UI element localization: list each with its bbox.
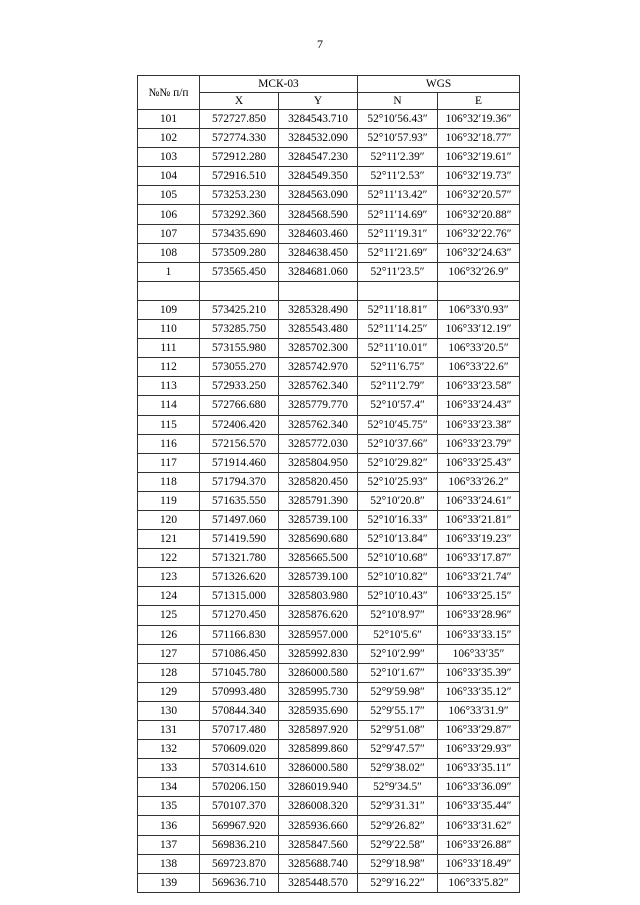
table-row [138,644,520,663]
table-row [138,110,520,129]
cell-y: 3286008.320 [279,797,358,816]
cell-x: 572156.570 [200,434,279,453]
cell-e: 106°33′25.43″ [438,453,520,472]
table-row [138,816,520,835]
cell-point-number: 123 [138,568,200,587]
table-row [138,281,520,300]
cell-e: 106°33′19.23″ [438,530,520,549]
cell-e: 106°33′5.82″ [438,873,520,892]
cell-y: 3285935.690 [279,701,358,720]
cell-n: 52°10′13.84″ [358,530,438,549]
header-n: N [358,93,438,110]
cell-x: 570993.480 [200,682,279,701]
cell-point-number: 126 [138,625,200,644]
cell-x: 570107.370 [200,797,279,816]
cell-n: 52°11′10.01″ [358,339,438,358]
cell-point-number: 122 [138,549,200,568]
cell-point-number: 108 [138,243,200,262]
cell-x: 571497.060 [200,510,279,529]
table-row [138,415,520,434]
cell-y: 3285897.920 [279,721,358,740]
cell-e: 106°33′35″ [438,644,520,663]
cell-n: 52°9′47.57″ [358,740,438,759]
cell-y: 3285936.660 [279,816,358,835]
table-row [138,835,520,854]
table-row [138,568,520,587]
cell-e: 106°33′23.38″ [438,415,520,434]
table-row [138,339,520,358]
cell-x: 571045.780 [200,663,279,682]
cell-n: 52°11′23.5″ [358,262,438,281]
cell-x: 570717.480 [200,721,279,740]
cell-n: 52°10′10.82″ [358,568,438,587]
cell-n [358,281,438,300]
cell-point-number: 116 [138,434,200,453]
cell-x: 573155.980 [200,339,279,358]
cell-e: 106°32′19.61″ [438,148,520,167]
cell-point-number: 109 [138,300,200,319]
cell-e: 106°33′28.96″ [438,606,520,625]
table-row [138,549,520,568]
cell-x: 571794.370 [200,472,279,491]
cell-e: 106°33′35.12″ [438,682,520,701]
cell-point-number: 138 [138,854,200,873]
cell-e: 106°33′29.87″ [438,721,520,740]
table-row [138,224,520,243]
cell-point-number: 129 [138,682,200,701]
table-row [138,167,520,186]
table-row [138,625,520,644]
cell-point-number: 125 [138,606,200,625]
cell-n: 52°10′56.43″ [358,110,438,129]
cell-e: 106°32′19.36″ [438,110,520,129]
cell-n: 52°10′10.68″ [358,549,438,568]
cell-n: 52°10′8.97″ [358,606,438,625]
cell-n: 52°11′18.81″ [358,300,438,319]
header-e: E [438,93,520,110]
cell-e: 106°33′35.44″ [438,797,520,816]
cell-x: 571914.460 [200,453,279,472]
cell-point-number: 119 [138,491,200,510]
cell-y: 3284547.230 [279,148,358,167]
cell-e: 106°32′26.9″ [438,262,520,281]
header-msk03: МСК-03 [200,76,358,93]
cell-e: 106°33′0.93″ [438,300,520,319]
cell-point-number: 110 [138,320,200,339]
cell-point-number: 103 [138,148,200,167]
cell-point-number: 134 [138,778,200,797]
cell-n: 52°9′55.17″ [358,701,438,720]
table-row [138,873,520,892]
cell-y: 3285995.730 [279,682,358,701]
table-row [138,491,520,510]
header-wgs: WGS [358,76,520,93]
cell-e: 106°33′26.2″ [438,472,520,491]
cell-x: 569636.710 [200,873,279,892]
cell-n: 52°10′25.93″ [358,472,438,491]
cell-point-number: 106 [138,205,200,224]
cell-point-number: 135 [138,797,200,816]
cell-point-number: 111 [138,339,200,358]
cell-x: 571419.590 [200,530,279,549]
table-body [138,110,520,893]
cell-n: 52°11′14.25″ [358,320,438,339]
cell-y: 3286019.940 [279,778,358,797]
cell-n: 52°9′51.08″ [358,721,438,740]
cell-x [200,281,279,300]
table-row [138,148,520,167]
table-row [138,701,520,720]
cell-point-number: 105 [138,186,200,205]
cell-n: 52°9′18.98″ [358,854,438,873]
cell-y: 3285702.300 [279,339,358,358]
cell-e: 106°33′26.88″ [438,835,520,854]
cell-n: 52°11′2.79″ [358,377,438,396]
cell-e: 106°32′20.57″ [438,186,520,205]
cell-y: 3284681.060 [279,262,358,281]
cell-n: 52°11′2.39″ [358,148,438,167]
cell-point-number: 137 [138,835,200,854]
cell-point-number [138,281,200,300]
cell-x: 572406.420 [200,415,279,434]
cell-y: 3285448.570 [279,873,358,892]
cell-e: 106°33′24.43″ [438,396,520,415]
cell-point-number: 128 [138,663,200,682]
cell-point-number: 102 [138,129,200,148]
cell-n: 52°10′57.93″ [358,129,438,148]
cell-n: 52°11′14.69″ [358,205,438,224]
cell-x: 572916.510 [200,167,279,186]
cell-e: 106°32′20.88″ [438,205,520,224]
table-row [138,205,520,224]
cell-y: 3285762.340 [279,415,358,434]
cell-y: 3284549.350 [279,167,358,186]
cell-e: 106°33′31.62″ [438,816,520,835]
cell-n: 52°10′29.82″ [358,453,438,472]
header-y: Y [279,93,358,110]
table-row [138,453,520,472]
cell-n: 52°9′34.5″ [358,778,438,797]
cell-y: 3285847.560 [279,835,358,854]
table-row [138,663,520,682]
cell-y: 3285690.680 [279,530,358,549]
cell-e: 106°32′18.77″ [438,129,520,148]
cell-y: 3286000.580 [279,663,358,682]
cell-y: 3285820.450 [279,472,358,491]
cell-x: 573565.450 [200,262,279,281]
cell-point-number: 124 [138,587,200,606]
cell-y: 3284543.710 [279,110,358,129]
cell-x: 573253.230 [200,186,279,205]
table-row [138,740,520,759]
table-row [138,472,520,491]
cell-n: 52°9′31.31″ [358,797,438,816]
cell-x: 572727.850 [200,110,279,129]
cell-e: 106°33′33.15″ [438,625,520,644]
cell-y: 3285772.030 [279,434,358,453]
cell-n: 52°10′5.6″ [358,625,438,644]
cell-e: 106°32′22.76″ [438,224,520,243]
table-row [138,358,520,377]
table-row [138,682,520,701]
cell-x: 570206.150 [200,778,279,797]
cell-y: 3285899.860 [279,740,358,759]
table-row [138,510,520,529]
cell-y: 3284603.460 [279,224,358,243]
cell-x: 572766.680 [200,396,279,415]
cell-point-number: 121 [138,530,200,549]
coordinates-table [137,75,520,893]
cell-x: 571086.450 [200,644,279,663]
cell-x: 571315.000 [200,587,279,606]
table-row [138,320,520,339]
cell-y: 3285804.950 [279,453,358,472]
cell-n: 52°11′2.53″ [358,167,438,186]
cell-n: 52°10′37.66″ [358,434,438,453]
cell-x: 573435.690 [200,224,279,243]
cell-n: 52°9′59.98″ [358,682,438,701]
cell-x: 569967.920 [200,816,279,835]
cell-e: 106°33′35.39″ [438,663,520,682]
cell-x: 573425.210 [200,300,279,319]
cell-n: 52°10′10.43″ [358,587,438,606]
cell-n: 52°9′22.58″ [358,835,438,854]
cell-point-number: 114 [138,396,200,415]
cell-e: 106°33′20.5″ [438,339,520,358]
cell-point-number: 101 [138,110,200,129]
cell-point-number: 118 [138,472,200,491]
table-row [138,186,520,205]
cell-y: 3284568.590 [279,205,358,224]
table-row [138,797,520,816]
cell-x: 572933.250 [200,377,279,396]
cell-y [279,281,358,300]
cell-y: 3285665.500 [279,549,358,568]
cell-x: 572774.330 [200,129,279,148]
cell-n: 52°11′21.69″ [358,243,438,262]
cell-n: 52°10′2.99″ [358,644,438,663]
cell-y: 3285762.340 [279,377,358,396]
cell-e: 106°33′17.87″ [438,549,520,568]
cell-e: 106°33′29.93″ [438,740,520,759]
cell-e: 106°33′35.11″ [438,759,520,778]
header-point-number: №№ п/п [138,76,200,110]
table-row [138,606,520,625]
cell-point-number: 131 [138,721,200,740]
cell-y: 3285957.000 [279,625,358,644]
cell-y: 3285803.980 [279,587,358,606]
header-x: X [200,93,279,110]
cell-point-number: 133 [138,759,200,778]
cell-e: 106°33′23.79″ [438,434,520,453]
cell-e: 106°33′25.15″ [438,587,520,606]
cell-n: 52°9′38.02″ [358,759,438,778]
cell-y: 3285876.620 [279,606,358,625]
cell-x: 571270.450 [200,606,279,625]
cell-e: 106°33′24.61″ [438,491,520,510]
table-row [138,721,520,740]
cell-point-number: 132 [138,740,200,759]
cell-e: 106°33′23.58″ [438,377,520,396]
page-number: 7 [317,37,323,51]
cell-n: 52°11′13.42″ [358,186,438,205]
cell-x: 573055.270 [200,358,279,377]
cell-n: 52°11′6.75″ [358,358,438,377]
cell-x: 571166.830 [200,625,279,644]
table-row [138,530,520,549]
cell-n: 52°10′45.75″ [358,415,438,434]
table-row [138,377,520,396]
table-row [138,300,520,319]
cell-x: 573285.750 [200,320,279,339]
table-row [138,396,520,415]
cell-point-number: 104 [138,167,200,186]
table-row [138,759,520,778]
cell-e: 106°32′24.63″ [438,243,520,262]
cell-x: 569836.210 [200,835,279,854]
cell-x: 572912.280 [200,148,279,167]
cell-y: 3285328.490 [279,300,358,319]
cell-y: 3285742.970 [279,358,358,377]
table-row [138,262,520,281]
cell-y: 3285543.480 [279,320,358,339]
cell-point-number: 136 [138,816,200,835]
cell-n: 52°10′16.33″ [358,510,438,529]
cell-e: 106°33′21.81″ [438,510,520,529]
cell-point-number: 115 [138,415,200,434]
cell-point-number: 127 [138,644,200,663]
table-row [138,243,520,262]
cell-e: 106°33′31.9″ [438,701,520,720]
cell-e: 106°33′18.49″ [438,854,520,873]
table-row [138,854,520,873]
cell-point-number: 120 [138,510,200,529]
cell-n: 52°10′20.8″ [358,491,438,510]
cell-n: 52°9′16.22″ [358,873,438,892]
cell-x: 573292.360 [200,205,279,224]
cell-y: 3285779.770 [279,396,358,415]
cell-x: 570844.340 [200,701,279,720]
cell-y: 3284638.450 [279,243,358,262]
table-row [138,778,520,797]
cell-point-number: 117 [138,453,200,472]
cell-e [438,281,520,300]
cell-point-number: 107 [138,224,200,243]
cell-point-number: 113 [138,377,200,396]
cell-y: 3284532.090 [279,129,358,148]
cell-point-number: 112 [138,358,200,377]
table-row [138,587,520,606]
cell-y: 3286000.580 [279,759,358,778]
cell-x: 571635.550 [200,491,279,510]
cell-x: 570609.020 [200,740,279,759]
cell-n: 52°11′19.31″ [358,224,438,243]
table-row [138,434,520,453]
cell-y: 3285791.390 [279,491,358,510]
cell-y: 3284563.090 [279,186,358,205]
cell-n: 52°10′57.4″ [358,396,438,415]
cell-y: 3285739.100 [279,510,358,529]
cell-point-number: 139 [138,873,200,892]
cell-n: 52°9′26.82″ [358,816,438,835]
cell-y: 3285739.100 [279,568,358,587]
cell-x: 569723.870 [200,854,279,873]
cell-x: 570314.610 [200,759,279,778]
cell-e: 106°33′22.6″ [438,358,520,377]
cell-x: 571321.780 [200,549,279,568]
cell-e: 106°33′21.74″ [438,568,520,587]
cell-x: 571326.620 [200,568,279,587]
cell-e: 106°33′12.19″ [438,320,520,339]
cell-n: 52°10′1.67″ [358,663,438,682]
cell-point-number: 130 [138,701,200,720]
cell-x: 573509.280 [200,243,279,262]
cell-point-number: 1 [138,262,200,281]
cell-y: 3285688.740 [279,854,358,873]
cell-e: 106°33′36.09″ [438,778,520,797]
table-row [138,129,520,148]
cell-y: 3285992.830 [279,644,358,663]
cell-e: 106°32′19.73″ [438,167,520,186]
